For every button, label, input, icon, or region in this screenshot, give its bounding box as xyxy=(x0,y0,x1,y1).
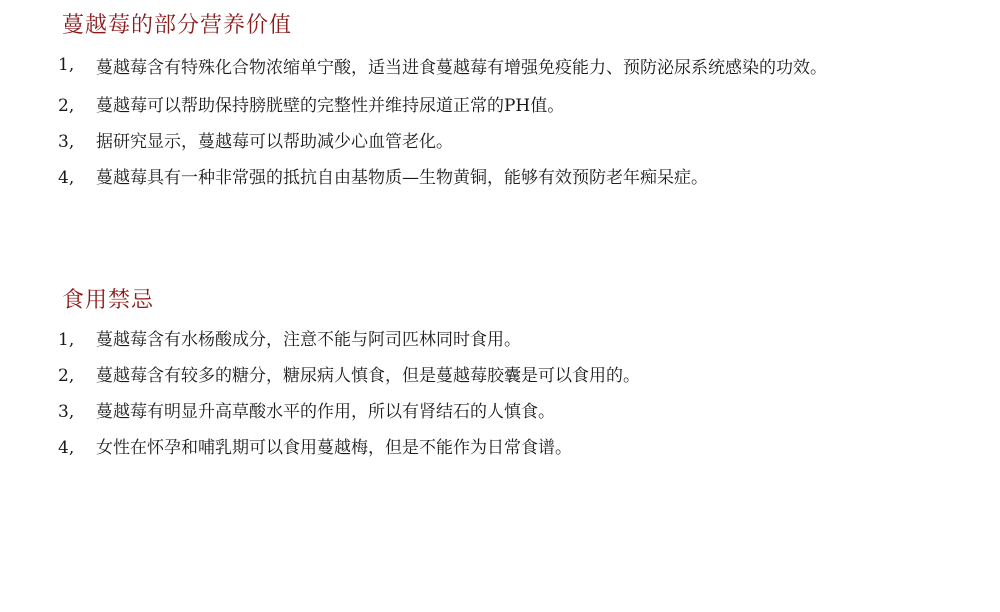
list-item xyxy=(0,89,1000,124)
list-item-text: 蔓越莓具有一种非常强的抵抗自由基物质—生物黄铜，能够有效预防老年痴呆症。 xyxy=(96,168,708,188)
list-item-text: 蔓越莓含有水杨酸成分，注意不能与阿司匹林同时食用。 xyxy=(96,330,521,350)
list-item xyxy=(0,48,1000,88)
list-item-text: 蔓越莓有明显升高草酸水平的作用，所以有肾结石的人慎食。 xyxy=(96,402,555,422)
list-item-number: 1, xyxy=(58,55,75,75)
list-item-text: 蔓越莓可以帮助保持膀胱壁的完整性并维持尿道正常的PH值。 xyxy=(96,96,565,116)
list-item xyxy=(0,431,1000,466)
list-item-number: 2, xyxy=(58,366,75,386)
taboo-list xyxy=(0,323,1000,466)
list-item-number: 2, xyxy=(58,96,75,116)
list-item-text: 女性在怀孕和哺乳期可以食用蔓越梅，但是不能作为日常食谱。 xyxy=(96,438,572,458)
list-item xyxy=(0,395,1000,430)
list-item-number: 1, xyxy=(58,330,75,350)
list-item-text: 据研究显示，蔓越莓可以帮助减少心血管老化。 xyxy=(96,132,453,152)
list-item-text: 蔓越莓含有特殊化合物浓缩单宁酸，适当进食蔓越莓有增强免疫能力、预防泌尿系统感染的功效。 xyxy=(96,58,827,78)
nutrition-heading: 蔓越莓的部分营养价值 xyxy=(62,13,293,38)
list-item-number: 3, xyxy=(58,132,75,152)
nutrition-section xyxy=(0,8,1000,197)
nutrition-list xyxy=(0,48,1000,196)
list-item xyxy=(0,323,1000,358)
taboo-section xyxy=(0,283,1000,467)
list-item-number: 4, xyxy=(58,168,75,188)
taboo-heading: 食用禁忌 xyxy=(62,288,155,313)
list-item-text: 蔓越莓含有较多的糖分，糖尿病人慎食，但是蔓越莓胶囊是可以食用的。 xyxy=(96,366,640,386)
list-item xyxy=(0,125,1000,160)
list-item xyxy=(0,161,1000,196)
list-item-number: 3, xyxy=(58,402,75,422)
list-item-number: 4, xyxy=(58,438,75,458)
list-item xyxy=(0,359,1000,394)
